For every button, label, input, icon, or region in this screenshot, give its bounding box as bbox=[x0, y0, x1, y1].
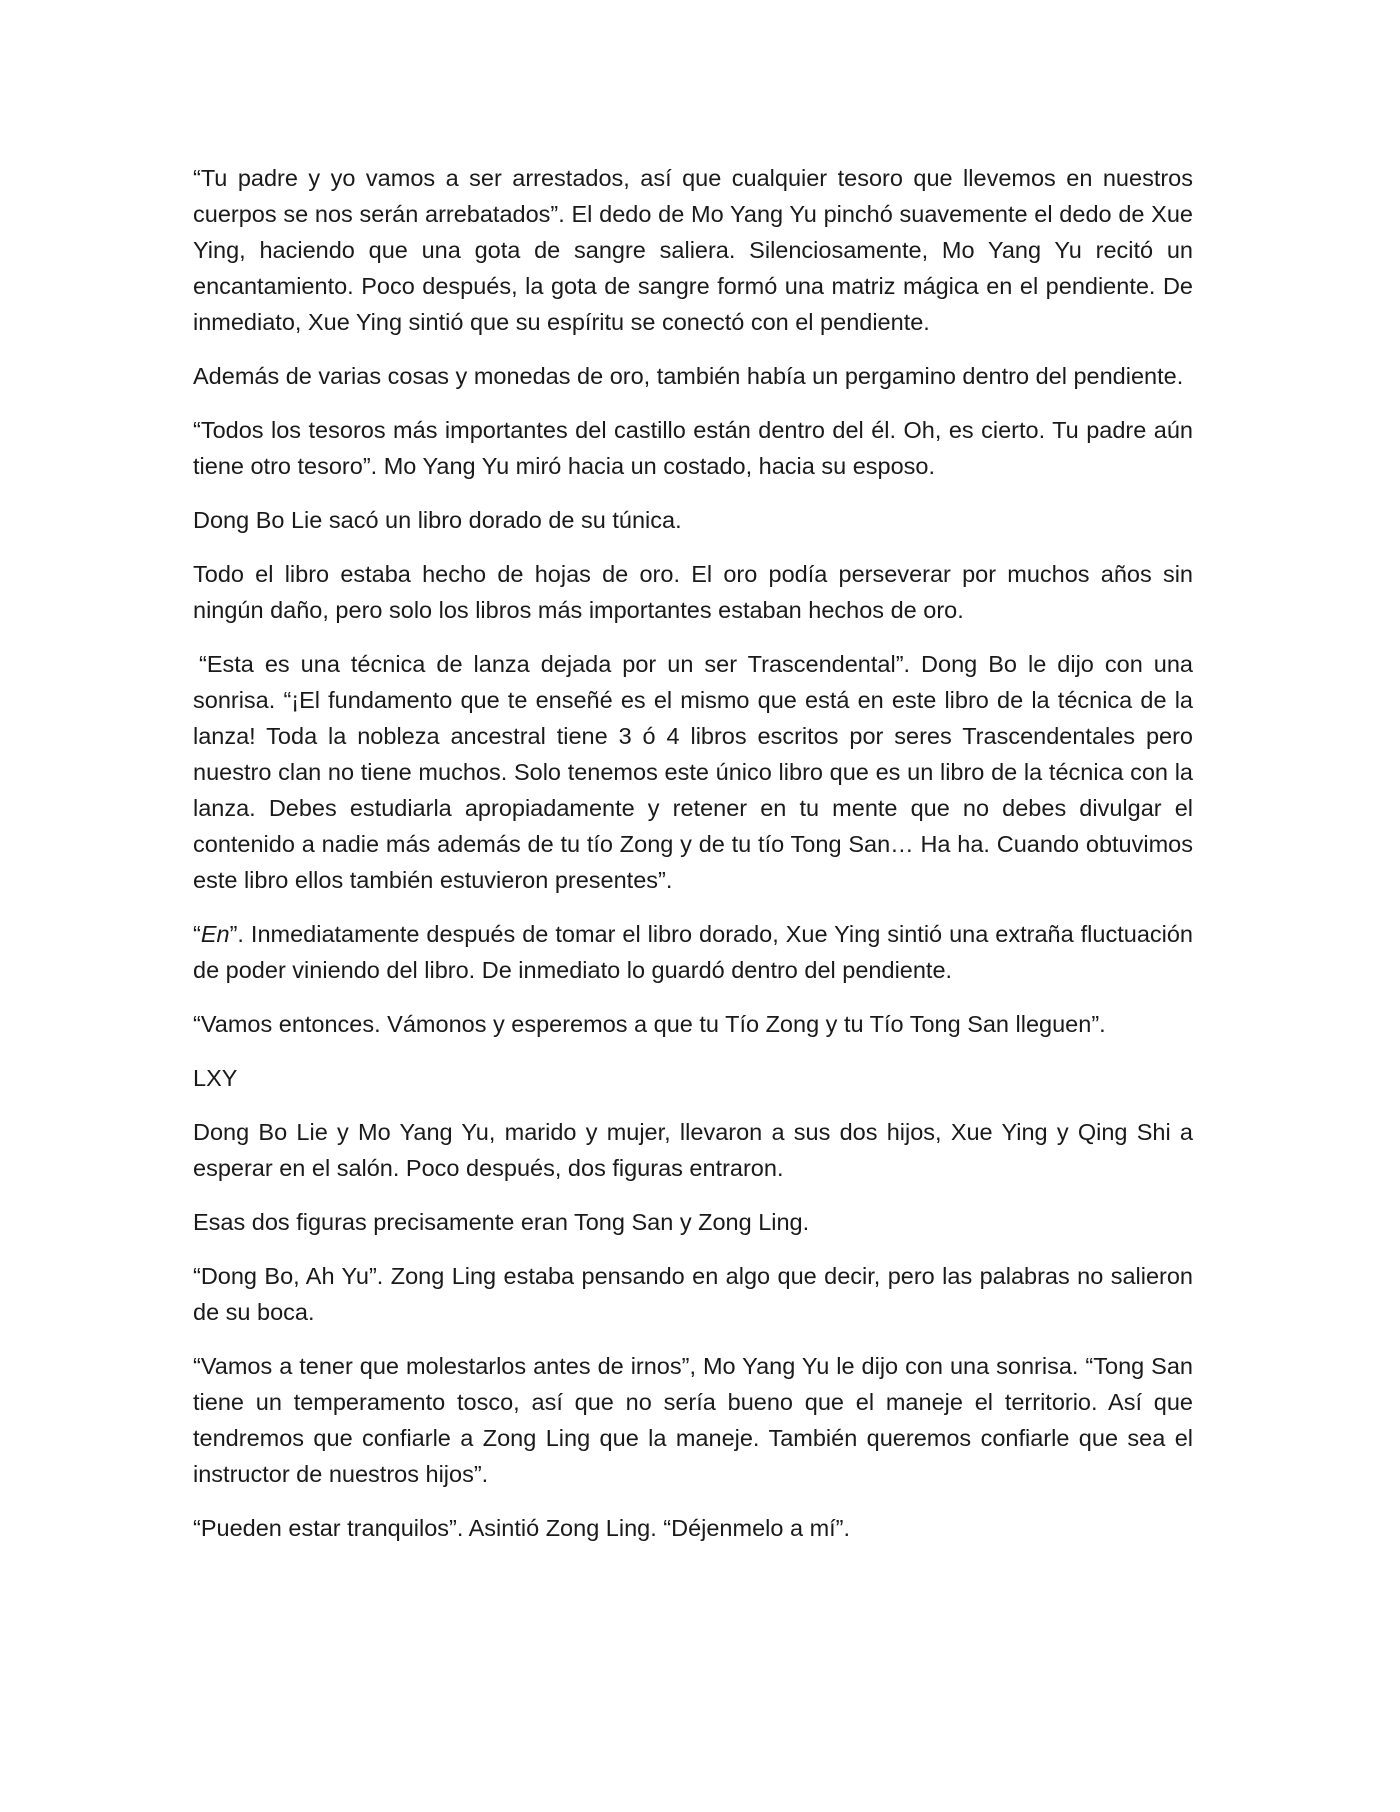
paragraph: Esas dos figuras precisamente eran Tong San y Zong Ling. bbox=[193, 1209, 810, 1235]
paragraph: “Dong Bo, Ah Yu”. Zong Ling estaba pensando en algo que decir, pero las palabras no salieron de su boca. bbox=[193, 1263, 1193, 1325]
paragraph: “Vamos entonces. Vámonos y esperemos a que tu Tío Zong y tu Tío Tong San lleguen”. bbox=[193, 1011, 1106, 1037]
paragraph: Además de varias cosas y monedas de oro, también había un pergamino dentro del pendiente. bbox=[193, 363, 1184, 389]
paragraph: Todo el libro estaba hecho de hojas de oro. El oro podía perseverar por muchos años sin ningún daño, pero solo los libros más importantes estaban hechos de oro. bbox=[193, 561, 1193, 623]
paragraph: “Todos los tesoros más importantes del castillo están dentro del él. Oh, es cierto. Tu padre aún tiene otro tesoro”. Mo Yang Yu miró hacia un costado, hacia su esposo. bbox=[193, 417, 1193, 479]
paragraph-with-italic bbox=[193, 916, 1193, 988]
italic-word: En bbox=[200, 921, 230, 947]
section-marker: LXY bbox=[193, 1065, 238, 1091]
paragraph: “Vamos a tener que molestarlos antes de irnos”, Mo Yang Yu le dijo con una sonrisa. “Tong San tiene un temperamento tosco, así que no sería bueno que el maneje el territorio. Así que tendremos que confiarle a Zong Ling que la maneje. También queremos confiarle que sea el instructor de nuestros hijos”. bbox=[193, 1353, 1193, 1487]
document-body bbox=[193, 160, 1193, 1564]
paragraph: “Tu padre y yo vamos a ser arrestados, así que cualquier tesoro que llevemos en nuestros cuerpos se nos serán arrebatados”. El dedo de Mo Yang Yu pinchó suavemente el dedo de Xue Ying, haciendo que una gota de sangre saliera. Silenciosamente, Mo Yang Yu recitó un encantamiento. Poco después, la gota de sangre formó una matriz mágica en el pendiente. De inmediato, Xue Ying sintió que su espíritu se conectó con el pendiente. bbox=[193, 165, 1193, 335]
paragraph: Dong Bo Lie y Mo Yang Yu, marido y mujer, llevaron a sus dos hijos, Xue Ying y Qing Shi a esperar en el salón. Poco después, dos figuras entraron. bbox=[193, 1119, 1193, 1181]
paragraph: Dong Bo Lie sacó un libro dorado de su túnica. bbox=[193, 507, 682, 533]
paragraph: “Esta es una técnica de lanza dejada por un ser Trascendental”. Dong Bo le dijo con una sonrisa. “¡El fundamento que te enseñé es el mismo que está en este libro de la técnica de la lanza! Toda la nobleza ancestral tiene 3 ó 4 libros escritos por seres Trascendentales pero nuestro clan no tiene muchos. Solo tenemos este único libro que es un libro de la técnica con la lanza. Debes estudiarla apropiadamente y retener en tu mente que no debes divulgar el contenido a nadie más además de tu tío Zong y de tu tío Tong San… Ha ha. Cuando obtuvimos este libro ellos también estuvieron presentes”. bbox=[193, 651, 1193, 893]
quote-open: “ bbox=[193, 921, 201, 947]
paragraph-rest: ”. Inmediatamente después de tomar el libro dorado, Xue Ying sintió una extraña fluctuación de poder viniendo del libro. De inmediato lo guardó dentro del pendiente. bbox=[193, 921, 1193, 983]
paragraph: “Pueden estar tranquilos”. Asintió Zong Ling. “Déjenmelo a mí”. bbox=[193, 1515, 851, 1541]
